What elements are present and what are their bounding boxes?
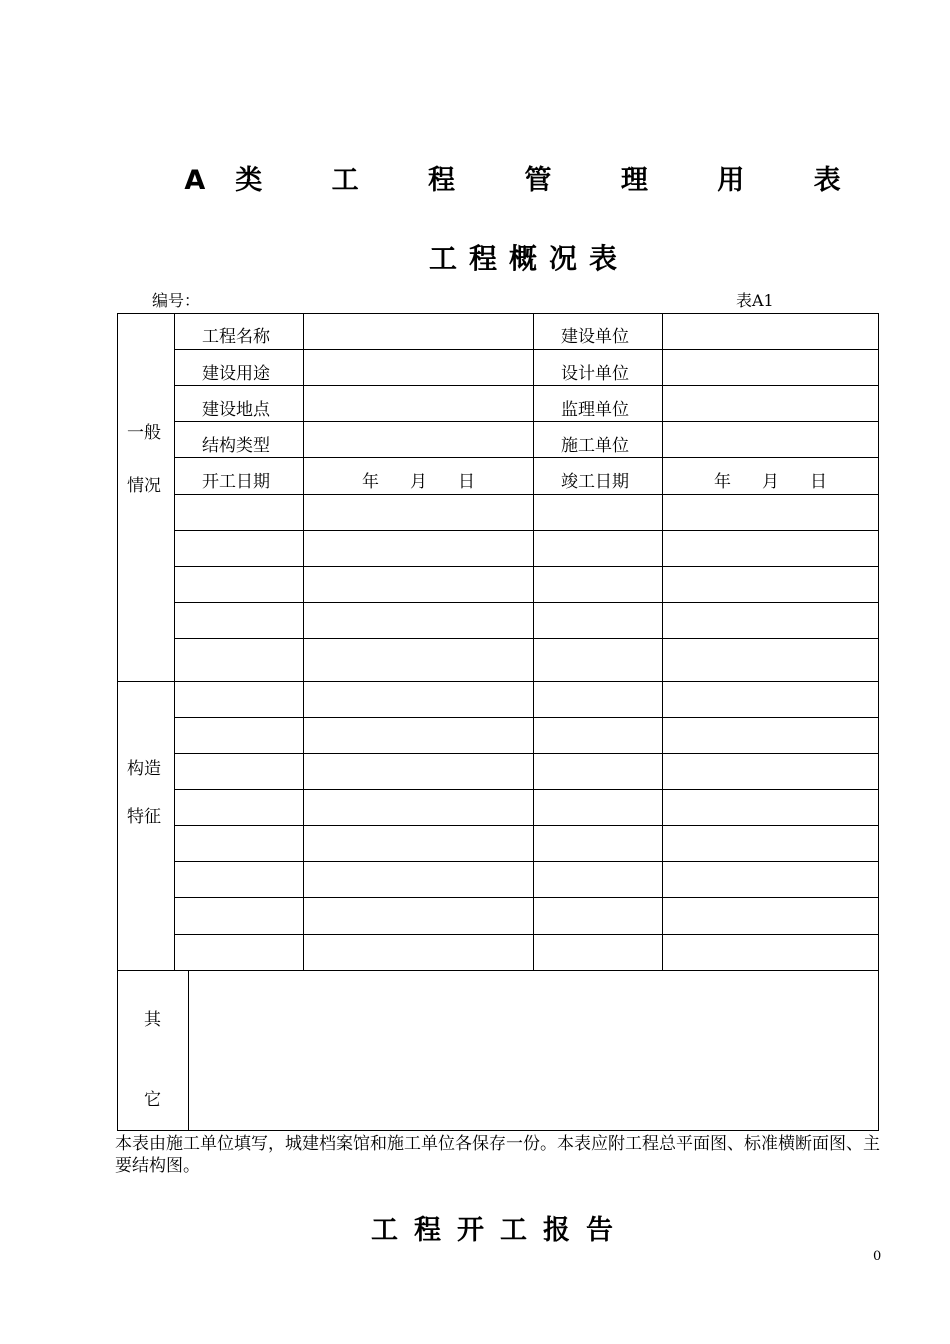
form-title: 工程概况表 [428, 242, 629, 275]
section-general-line2: 情况 [127, 476, 161, 496]
label-contractor-unit: 施工单位 [561, 436, 629, 456]
start-date-month: 月 [410, 472, 427, 492]
start-date-year: 年 [362, 472, 379, 492]
section-general-line1: 一般 [127, 423, 161, 443]
label-design-unit: 设计单位 [561, 364, 629, 384]
completion-date-day: 日 [810, 472, 827, 492]
start-date-day: 日 [458, 472, 475, 492]
label-completion-date: 竣工日期 [561, 472, 629, 492]
page-number: 0 [873, 1249, 882, 1264]
section-other-line2: 它 [144, 1090, 161, 1110]
section-other-line1: 其 [144, 1010, 161, 1030]
label-supervision-unit: 监理单位 [561, 400, 629, 420]
label-construction-unit: 建设单位 [561, 327, 629, 347]
footer-note: 本表由施工单位填写，城建档案馆和施工单位各保存一份。本表应附工程总平面图、标准横断面图、主要结构图。 [115, 1134, 880, 1176]
section-structure-line1: 构造 [127, 759, 161, 779]
completion-date-year: 年 [714, 472, 731, 492]
label-location: 建设地点 [202, 400, 270, 420]
label-structure-type: 结构类型 [202, 436, 270, 456]
label-usage: 建设用途 [202, 364, 270, 384]
form-code: 表A1 [736, 291, 774, 310]
label-project-name: 工程名称 [202, 327, 270, 347]
label-start-date: 开工日期 [202, 472, 270, 492]
completion-date-month: 月 [762, 472, 779, 492]
main-title: A类 工 程 管 理 用 表 [184, 165, 871, 196]
number-label: 编号： [152, 291, 201, 310]
next-section-title: 工程开工报告 [371, 1215, 629, 1246]
section-structure-line2: 特征 [127, 807, 161, 827]
